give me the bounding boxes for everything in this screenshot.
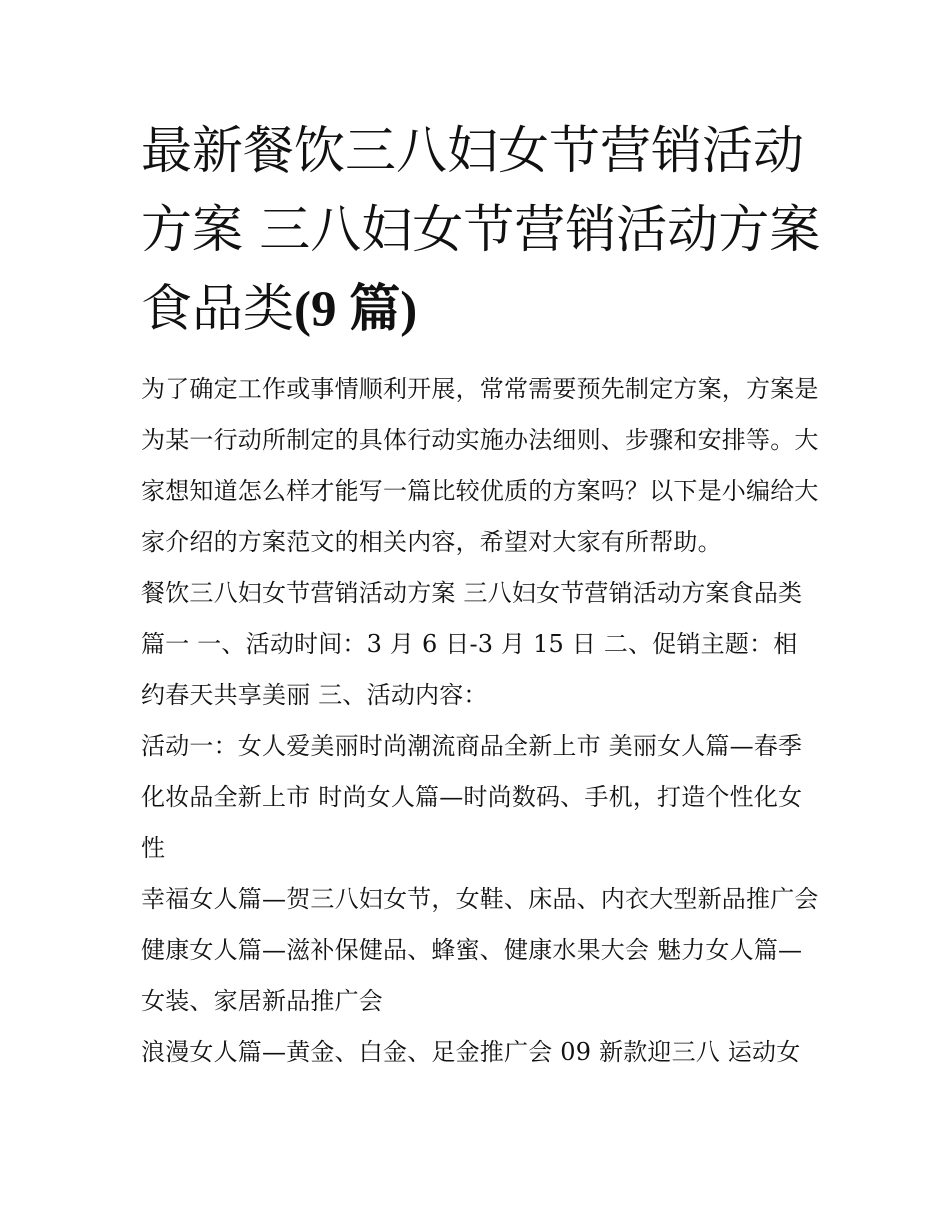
paragraph-activity-one: 活动一：女人爱美丽时尚潮流商品全新上市 美丽女人篇—春季化妆品全新上市 时尚女人篇—时尚数码、手机，打造个性化女性 [141, 732, 803, 862]
title-line-1: 最新餐饮三八妇女节营销活动 [141, 122, 805, 181]
paragraph-romantic-women: 浪漫女人篇—黄金、白金、足金推广会 09 新款迎三八 运动女 [141, 1038, 801, 1066]
document-title [141, 112, 821, 350]
title-line-2: 方案 三八妇女节营销活动方案 [141, 201, 821, 260]
title-line-3-count: (9 篇) [294, 282, 418, 338]
paragraph-activity-overview: 餐饮三八妇女节营销活动方案 三八妇女节营销活动方案食品类篇一 一、活动时间：3 月 6 日-3 月 15 日 二、促销主题：相约春天共享美丽 三、活动内容： [141, 579, 803, 709]
paragraph-happy-women: 幸福女人篇—贺三八妇女节，女鞋、床品、内衣大型新品推广会 健康女人篇—滋补保健品、蜂蜜、健康水果大会 魅力女人篇—女装、家居新品推广会 [141, 885, 819, 1015]
title-line-3: 食品类 [141, 280, 295, 339]
document-page [141, 112, 821, 1078]
intro-paragraph: 为了确定工作或事情顺利开展，常常需要预先制定方案，方案是为某一行动所制定的具体行动实施办法细则、步骤和安排等。大家想知道怎么样才能写一篇比较优质的方案吗？以下是小编给大家介绍的方案范文的相关内容，希望对大家有所帮助。 [141, 375, 819, 556]
